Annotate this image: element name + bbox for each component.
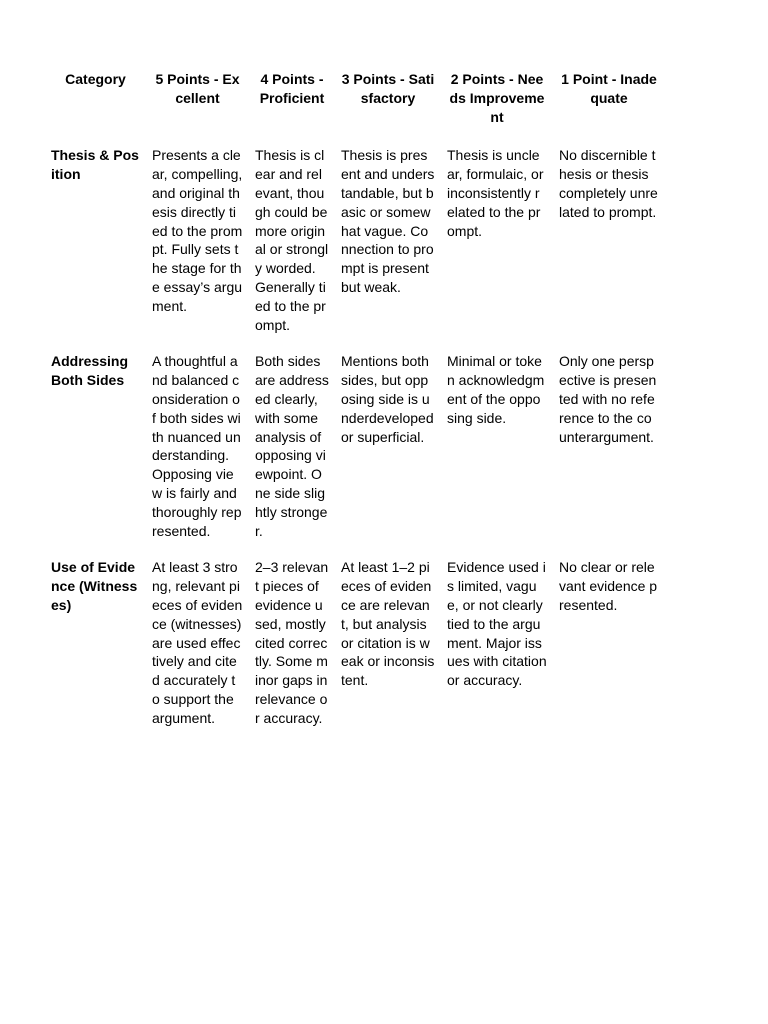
table-cell: At least 3 strong, relevant pieces of evidence (witnesses) are used effectively and cited accurately to support the argument. — [152, 559, 243, 726]
table-cell: Minimal or token acknowledgment of the opposing side. — [447, 353, 545, 426]
rubric-table — [45, 64, 665, 740]
table-cell: Mentions both sides, but opposing side is underdeveloped or superficial. — [341, 353, 434, 445]
table-cell: Thesis is present and understandable, but basic or somewhat vague. Connection to prompt is present but weak. — [341, 147, 435, 295]
header-4-points: 4 Points - Proficient — [259, 71, 325, 106]
table-cell: Only one perspective is presented with no reference to the counterargument. — [559, 353, 657, 445]
rubric-header-row — [45, 64, 665, 140]
table-cell: No clear or relevant evidence presented. — [559, 559, 658, 613]
header-5-points: 5 Points - Excellent — [155, 71, 240, 106]
table-cell: At least 1–2 pieces of evidence are relevant, but analysis or citation is weak or inconsistent. — [341, 559, 435, 689]
table-row — [45, 346, 665, 552]
table-cell: No discernible thesis or thesis completely unrelated to prompt. — [559, 147, 658, 220]
header-2-points: 2 Points - Needs Improvement — [449, 71, 545, 125]
table-cell: A thoughtful and balanced consideration of both sides with nuanced understanding. Opposing view is fairly and thoroughly represented. — [152, 353, 242, 539]
header-3-points: 3 Points - Satisfactory — [341, 71, 435, 106]
header-category: Category — [65, 71, 126, 87]
row-category: Use of Evidence (Witnesses) — [51, 559, 138, 613]
table-cell: Evidence used is limited, vague, or not clearly tied to the argument. Major issues with citation or accuracy. — [447, 559, 547, 689]
table-cell: 2–3 relevant pieces of evidence used, mostly cited correctly. Some minor gaps in relevance or accuracy. — [255, 559, 329, 726]
table-cell: Both sides are addressed clearly, with some analysis of opposing viewpoint. One side slightly stronger. — [255, 353, 329, 539]
header-1-point: 1 Point - Inadequate — [561, 71, 657, 106]
row-category: Addressing Both Sides — [51, 353, 129, 389]
table-cell: Thesis is clear and relevant, though could be more original or strongly worded. Generally tied to the prompt. — [255, 147, 329, 333]
table-row — [45, 140, 665, 346]
table-row — [45, 552, 665, 739]
table-cell: Presents a clear, compelling, and original thesis directly tied to the prompt. Fully sets the stage for the essay’s argument. — [152, 147, 243, 314]
row-category: Thesis & Position — [51, 147, 139, 183]
table-cell: Thesis is unclear, formulaic, or inconsistently related to the prompt. — [447, 147, 544, 239]
